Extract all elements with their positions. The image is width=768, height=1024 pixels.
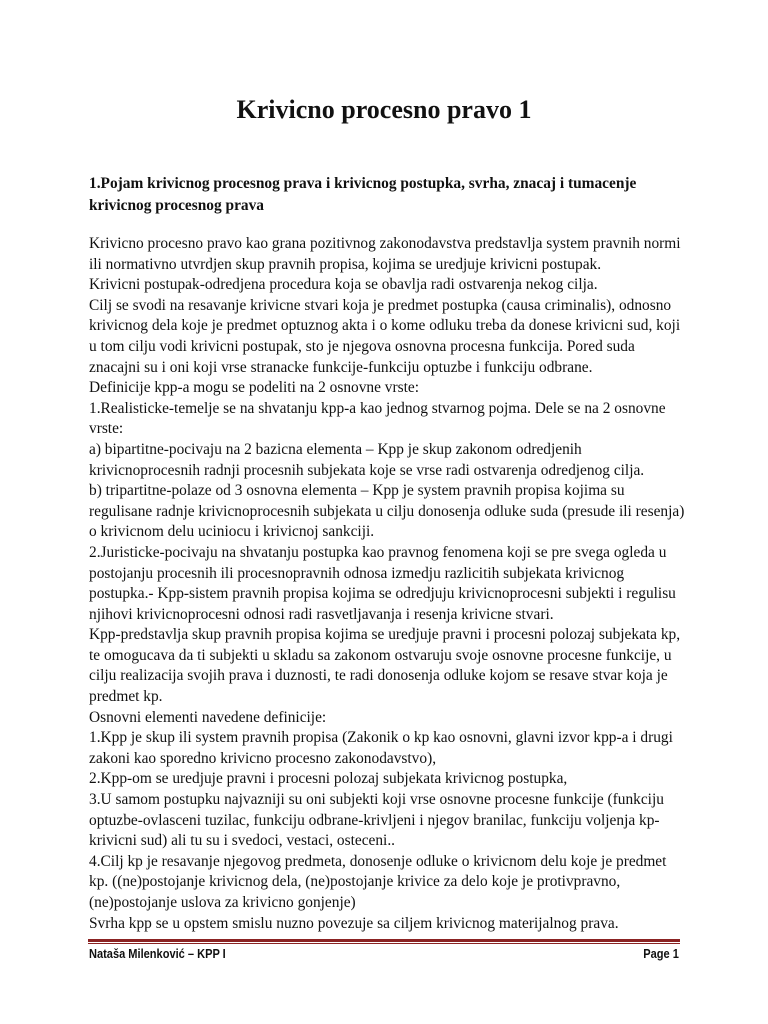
body-line: Kpp-predstavlja skup pravnih propisa kojima se uredjuje pravni i procesni polozaj subjekata kp, <box>89 626 681 644</box>
body-line: ili normativno utvrdjen skup pravnih propisa, kojima se uredjuje krivicni postupak. <box>89 255 602 273</box>
body-line: 3.U samom postupku najvazniji su oni subjekti koji vrse osnovne procesne funkcije (funkciju <box>89 791 664 809</box>
body-line: b) tripartitne-polaze od 3 osnovna elementa – Kpp je system pravnih propisa kojima su <box>89 482 625 500</box>
body-line: Krivicno procesno pravo kao grana pozitivnog zakonodavstva predstavlja system pravnih normi <box>89 235 681 252</box>
body-line: o krivicnom delu uciniocu i krivicnoj sankciji. <box>89 523 375 541</box>
body-line: 2.Juristicke-pocivaju na shvatanju postupka kao pravnog fenomena koji se pre svega ogleda u <box>89 543 667 561</box>
body-line: znacajni su i oni koji vrse stranacke funkcije-funkciju optuzbe i funkciju odbrane. <box>89 358 593 376</box>
footer-rule <box>88 939 680 942</box>
body-line: cilju realizacija svojih prava i duznosti, te radi donosenja odluke kojom se resave stvar koja je <box>89 667 668 685</box>
body-line: Osnovni elementi navedene definicije: <box>89 708 327 726</box>
footer-page-number: Page 1 <box>643 946 679 961</box>
body-line: 1.Kpp je skup ili system pravnih propisa (Zakonik o kp kao osnovni, glavni izvor kpp-a i drugi <box>89 729 673 747</box>
body-line: 2.Kpp-om se uredjuje pravni i procesni polozaj subjekata krivicnog postupka, <box>89 770 568 788</box>
body-line: u tom cilju vodi krivicni postupak, sto je njegova osnovna procesna funkcija. Pored suda <box>89 337 635 355</box>
body-line: krivicnog dela koje je predmet optuznog akta i o kome odluku treba da donese krivicni sud, koji <box>89 317 681 335</box>
footer-author: Nataša Milenković – KPP I <box>89 946 226 961</box>
section-heading-line: krivicnog procesnog prava <box>89 197 265 214</box>
body-line: kp. ((ne)postojanje krivicnog dela, (ne)postojanje krivice za delo koje je protivpravno, <box>89 873 621 891</box>
body-line: postojanju procesnih ili procesnopravnih odnosa izmedju razlicitih subjekata krivicnog <box>89 564 625 582</box>
body-line: 4.Cilj kp je resavanje njegovog predmeta, donosenje odluke o krivicnom delu koje je predmet <box>89 852 667 870</box>
body-line: Krivicni postupak-odredjena procedura koja se obavlja radi ostvarenja nekog cilja. <box>89 276 598 294</box>
body-line: krivicni sud) ali tu su i svedoci, vestaci, osteceni.. <box>89 832 396 850</box>
body-line: te omogucava da ti subjekti u skladu sa zakonom ostvaruju svoje osnovne procesne funkcije, u <box>89 646 672 664</box>
section-heading-line: 1.Pojam krivicnog procesnog prava i krivicnog postupka, svrha, znacaj i tumacenje <box>89 175 637 192</box>
body-line: 1.Realisticke-temelje se na shvatanju kpp-a kao jednog stvarnog pojma. Dele se na 2 osnovne <box>89 399 666 417</box>
body-line: njihovi krivicnoprocesni odnosi radi rasvetljavanja i resenja krivicne stvari. <box>89 605 554 623</box>
body-line: predmet kp. <box>89 688 163 706</box>
body-text <box>89 234 689 934</box>
body-line: Definicije kpp-a mogu se podeliti na 2 osnovne vrste: <box>89 379 419 397</box>
body-line: postupka.- Kpp-sistem pravnih propisa kojima se odredjuju krivicnoprocesni subjekti i regulisu <box>89 585 676 603</box>
body-line: regulisane radnje krivicnoprocesnih subjekata u cilju donosenja odluke suda (presude ili resenja) <box>89 502 685 520</box>
document-title: Krivicno procesno pravo 1 <box>236 95 532 124</box>
body-line: zakoni kao sporedno krivicno procesno zakonodavstvo), <box>89 749 437 767</box>
body-line: krivicnoprocesnih radnji procesnih subjekata koje se vrse radi ostvarenja odredjenog cilja. <box>89 461 645 479</box>
body-line: Cilj se svodi na resavanje krivicne stvari koja je predmet postupka (causa criminalis), odnosno <box>89 296 672 314</box>
body-line: vrste: <box>89 420 124 438</box>
section-heading <box>89 173 689 217</box>
body-line: Svrha kpp se u opstem smislu nuzno povezuje sa ciljem krivicnog materijalnog prava. <box>89 914 619 932</box>
footer-rule-thin <box>88 943 680 944</box>
body-line: optuzbe-ovlasceni tuzilac, funkciju odbrane-krivljeni i njegov branilac, funkciju voljenja kp- <box>89 811 660 829</box>
body-line: (ne)postojanje uslova za krivicno gonjenje) <box>89 894 356 911</box>
body-line: a) bipartitne-pocivaju na 2 bazicna elementa – Kpp je skup zakonom odredjenih <box>89 440 582 458</box>
